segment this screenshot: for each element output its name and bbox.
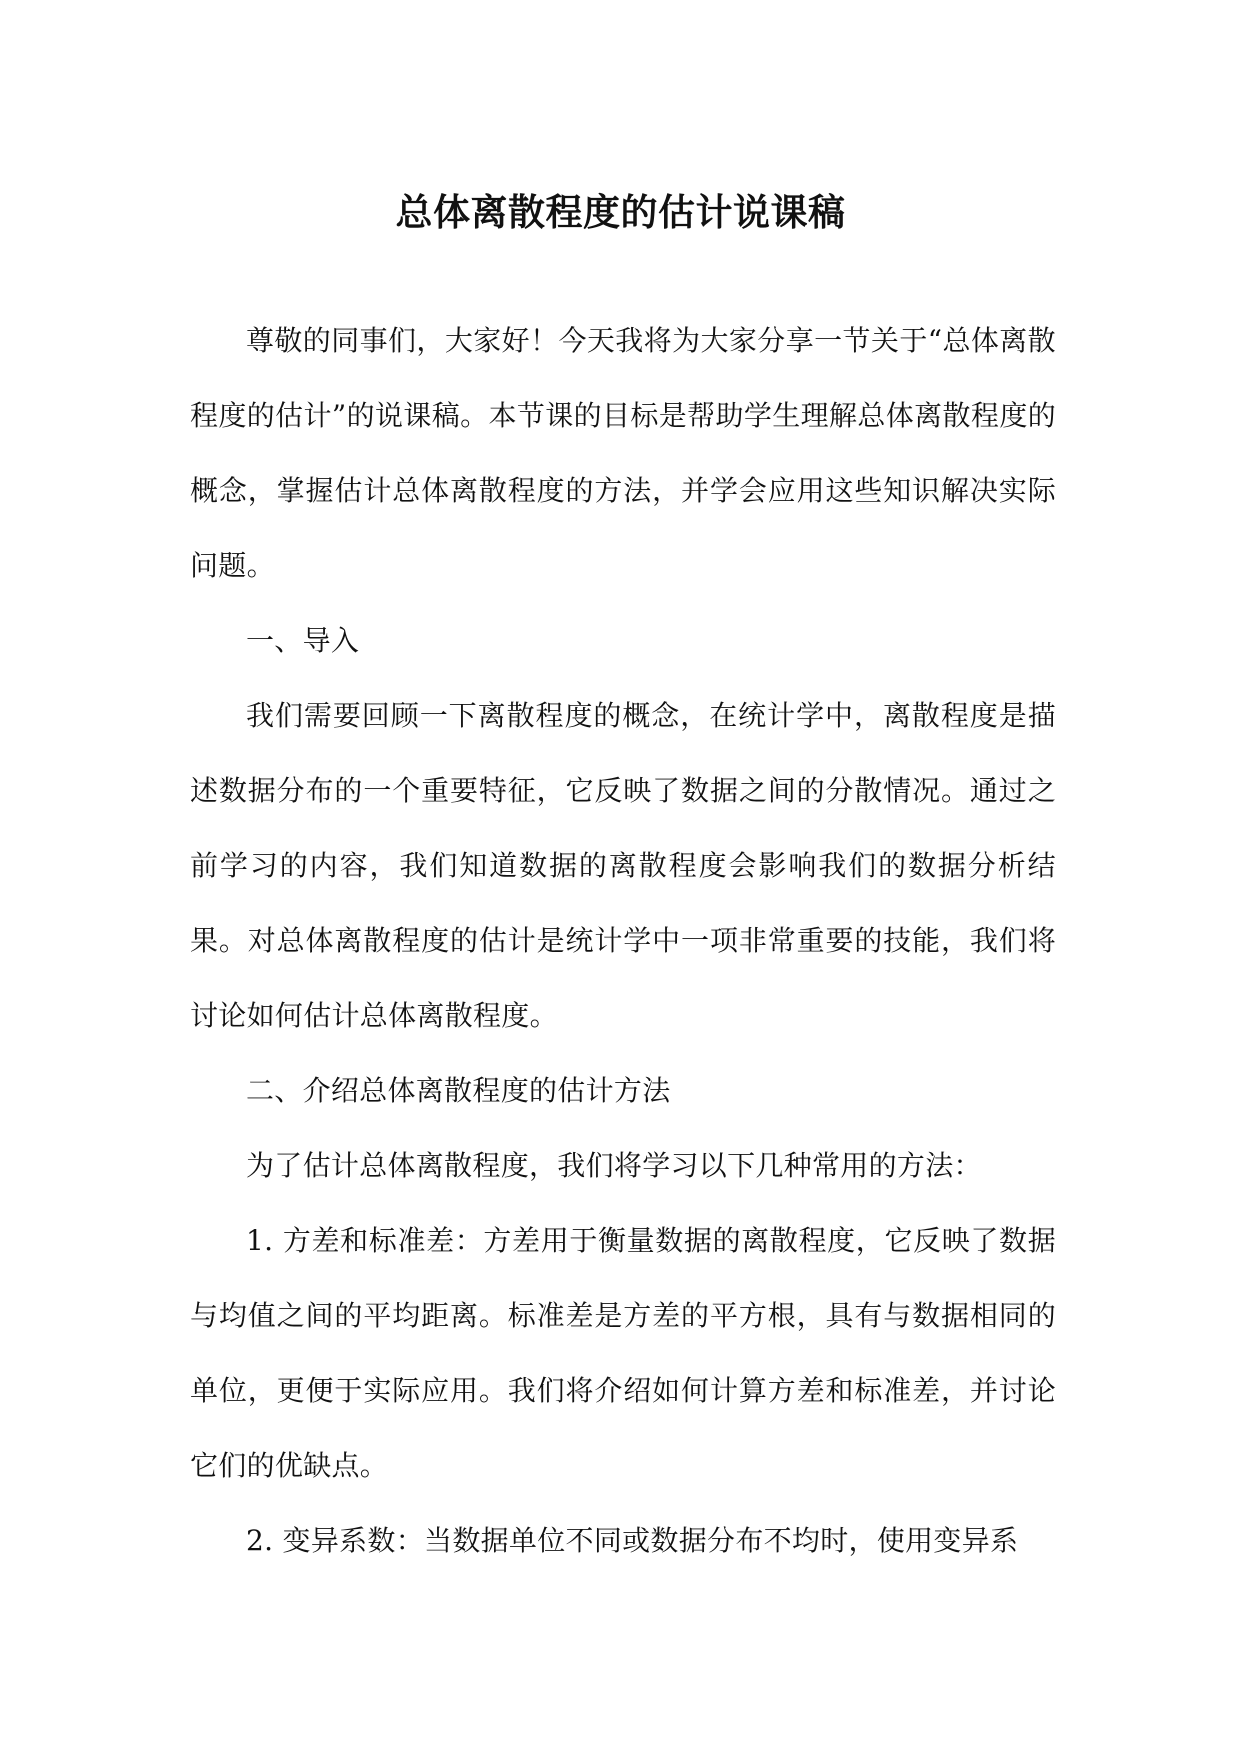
method-1-paragraph: 1. 方差和标准差：方差用于衡量数据的离散程度，它反映了数据与均值之间的平均距离。标准差是方差的平方根，具有与数据相同的单位，更便于实际应用。我们将介绍如何计算方差和标准差，并讨论它们的优缺点。 bbox=[190, 1224, 1056, 1482]
document-body bbox=[190, 303, 1056, 1578]
review-paragraph: 我们需要回顾一下离散程度的概念，在统计学中，离散程度是描述数据分布的一个重要特征，它反映了数据之间的分散情况。通过之前学习的内容，我们知道数据的离散程度会影响我们的数据分析结果。对总体离散程度的估计是统计学中一项非常重要的技能，我们将讨论如何估计总体离散程度。 bbox=[190, 699, 1056, 1032]
section-heading-methods: 二、介绍总体离散程度的估计方法 bbox=[246, 1074, 671, 1107]
document-title: 总体离散程度的估计说课稿 bbox=[395, 190, 846, 234]
intro-paragraph: 尊敬的同事们，大家好！今天我将为大家分享一节关于“总体离散程度的估计”的说课稿。本节课的目标是帮助学生理解总体离散程度的概念，掌握估计总体离散程度的方法，并学会应用这些知识解决实际问题。 bbox=[190, 324, 1056, 582]
methods-intro-paragraph: 为了估计总体离散程度，我们将学习以下几种常用的方法： bbox=[246, 1149, 982, 1182]
method-2-paragraph: 2. 变异系数：当数据单位不同或数据分布不均时，使用变异系 bbox=[246, 1524, 1019, 1557]
section-heading-intro: 一、导入 bbox=[246, 624, 360, 657]
